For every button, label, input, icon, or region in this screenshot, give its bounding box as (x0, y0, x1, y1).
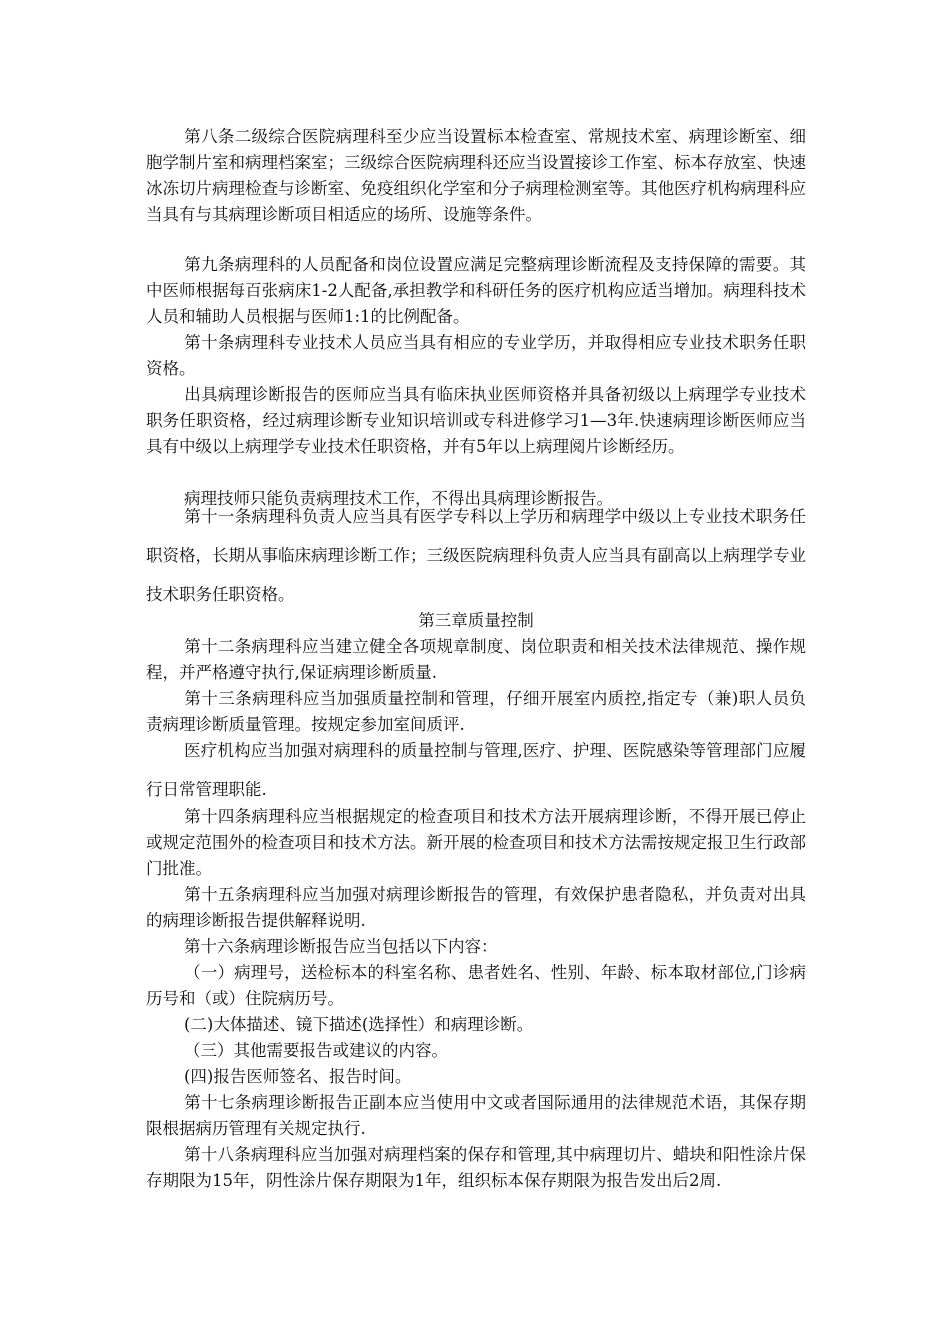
chapter-heading: 第三章质量控制 (418, 611, 534, 630)
paragraph-article-9: 第九条病理科的人员配备和岗位设置应满足完整病理诊断流程及支持保障的需要。其中医师根据每百张病床1-2人配备,承担教学和科研任务的医疗机构应适当增加。病理科技术人员和辅助人员根据与医师1:1的比例配备。 (146, 255, 806, 326)
paragraph-technician: 病理技师只能负责病理技术工作，不得出具病理诊断报告。 (184, 489, 613, 508)
paragraph-article-18: 第十八条病理科应当加强对病理档案的保存和管理,其中病理切片、蜡块和阳性涂片保存期限为15年，阴性涂片保存期限为1年，组织标本保存期限为报告发出后2周. (146, 1145, 806, 1190)
paragraph-article-12: 第十二条病理科应当建立健全各项规章制度、岗位职责和相关技术法律规范、操作规程，并严格遵守执行,保证病理诊断质量. (146, 637, 806, 682)
paragraph-article-8: 第八条二级综合医院病理科至少应当设置标本检查室、常规技术室、病理诊断室、细胞学制片室和病理档案室；三级综合医院病理科还应当设置接诊工作室、标本存放室、快速冰冻切片病理检查与诊断室、免疫组织化学室和分子病理检测室等。其他医疗机构病理科应当具有与其病理诊断项目相适应的场所、设施等条件。 (146, 127, 806, 224)
paragraph-article-11: 第十一条病理科负责人应当具有医学专科以上学历和病理学中级以上专业技术职务任职资格，长期从事临床病理诊断工作；三级医院病理科负责人应当具有副高以上病理学专业技术职务任职资格。 (146, 507, 806, 604)
list-item-1: （一）病理号，送检标本的科室名称、患者姓名、性别、年龄、标本取材部位,门诊病历号和（或）住院病历号。 (146, 963, 806, 1008)
paragraph-article-15: 第十五条病理科应当加强对病理诊断报告的管理，有效保护患者隐私，并负责对出具的病理诊断报告提供解释说明. (146, 885, 806, 930)
paragraph-article-10: 第十条病理科专业技术人员应当具有相应的专业学历，并取得相应专业技术职务任职资格。 (146, 333, 806, 378)
list-item-4: (四)报告医师签名、报告时间。 (184, 1067, 412, 1086)
list-item-3: （三）其他需要报告或建议的内容。 (184, 1041, 448, 1060)
paragraph-article-14: 第十四条病理科应当根据规定的检查项目和技术方法开展病理诊断，不得开展已停止或规定范围外的检查项目和技术方法。新开展的检查项目和技术方法需按规定报卫生行政部门批准。 (146, 807, 806, 878)
paragraph-article-13: 第十三条病理科应当加强质量控制和管理，仔细开展室内质控,指定专（兼)职人员负责病理诊断质量管理。按规定参加室间质评. (146, 689, 806, 734)
paragraph-article-16: 第十六条病理诊断报告应当包括以下内容： (184, 937, 498, 956)
paragraph-institution-management: 医疗机构应当加强对病理科的质量控制与管理,医疗、护理、医院感染等管理部门应履行日常管理职能. (146, 741, 806, 799)
list-item-2: (二)大体描述、镜下描述(选择性）和病理诊断。 (184, 1015, 534, 1034)
paragraph-physician-qualification: 出具病理诊断报告的医师应当具有临床执业医师资格并具备初级以上病理学专业技术职务任职资格，经过病理诊断专业知识培训或专科进修学习1—3年.快速病理诊断医师应当具有中级以上病理学专业技术任职资格，并有5年以上病理阅片诊断经历。 (146, 385, 806, 456)
paragraph-article-17: 第十七条病理诊断报告正副本应当使用中文或者国际通用的法律规范术语，其保存期限根据病历管理有关规定执行. (146, 1093, 806, 1138)
